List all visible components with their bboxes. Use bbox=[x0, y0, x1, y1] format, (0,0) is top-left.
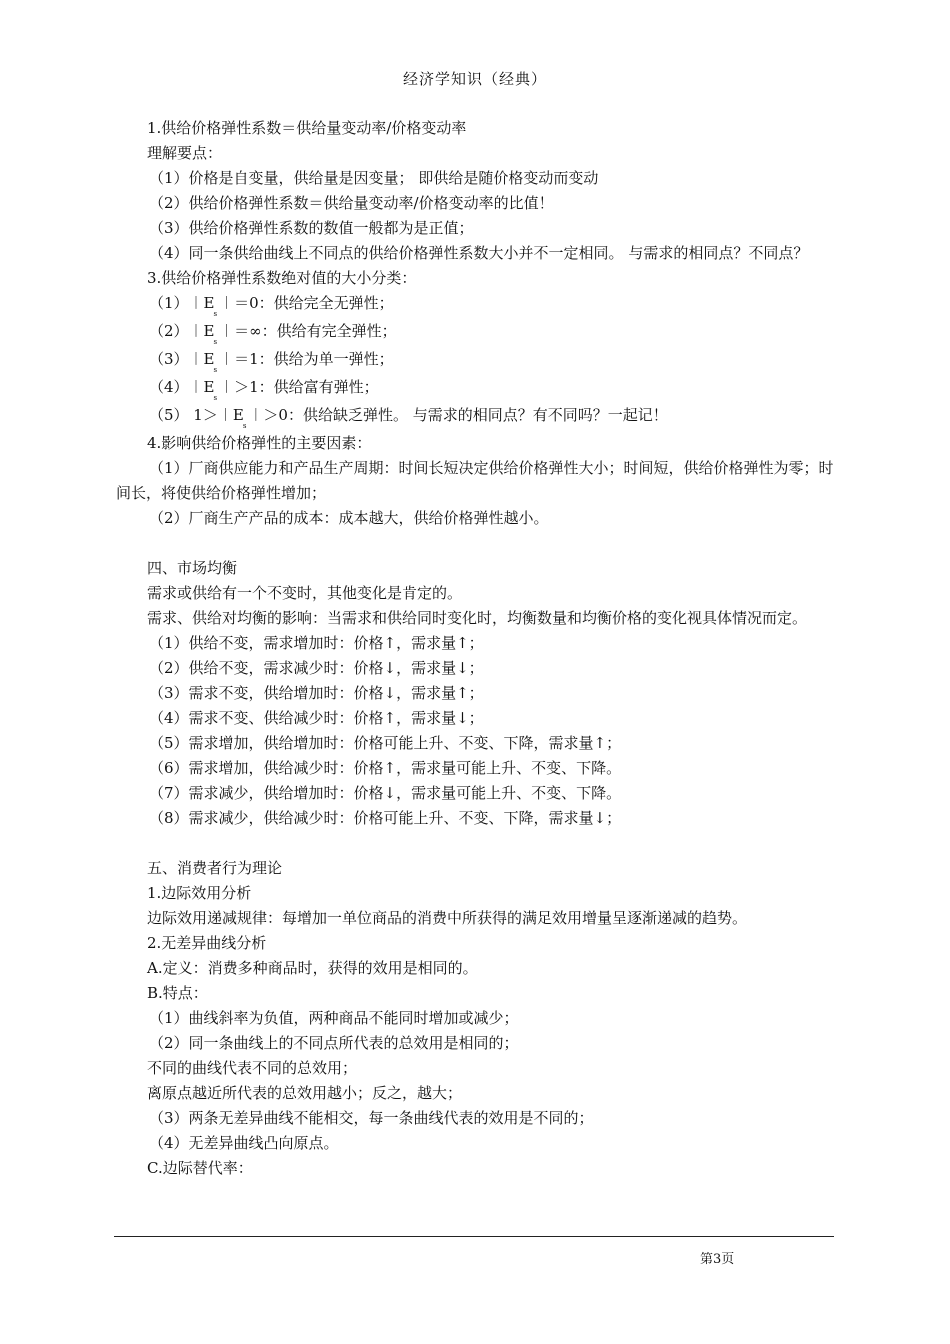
text-line: （1）供给不变，需求增加时：价格↑，需求量↑； bbox=[149, 634, 484, 652]
text-line: 1.边际效用分析 bbox=[147, 884, 252, 902]
text-paragraph bbox=[116, 606, 836, 631]
elasticity-item bbox=[116, 347, 836, 375]
text-run: （3）︱E bbox=[149, 350, 215, 368]
text-line: 理解要点： bbox=[147, 144, 223, 162]
text-line: 边际效用递减规律：每增加一单位商品的消费中所获得的满足效用增量呈逐渐递减的趋势。 bbox=[147, 909, 748, 927]
footer-divider bbox=[114, 1236, 834, 1237]
text-run: ︱＞0：供给缺乏弹性。 与需求的相同点？有不同吗？一起记！ bbox=[248, 406, 668, 424]
text-run: ︱＝0：供给完全无弹性； bbox=[219, 294, 394, 312]
text-run: （2）︱E bbox=[149, 322, 215, 340]
text-line: 离原点越近所代表的总效用越小；反之，越大； bbox=[147, 1084, 463, 1102]
text-line: （2）供给不变，需求减少时：价格↓，需求量↓； bbox=[149, 659, 484, 677]
subscript: s bbox=[213, 394, 218, 402]
subscript: s bbox=[242, 422, 247, 430]
subscript: s bbox=[213, 366, 218, 374]
text-paragraph bbox=[116, 241, 836, 266]
text-line: （1）曲线斜率为负值，两种商品不能同时增加或减少； bbox=[149, 1009, 519, 1027]
text-line: 1.供给价格弹性系数＝供给量变动率/价格变动率 bbox=[147, 119, 467, 137]
subscript: s bbox=[213, 310, 218, 318]
blank-line bbox=[116, 531, 836, 556]
text-run: （1）︱E bbox=[149, 294, 215, 312]
text-line: （3）供给价格弹性系数的数值一般都为是正值； bbox=[149, 219, 474, 237]
text-line: B.特点： bbox=[147, 984, 208, 1002]
text-line: （2）厂商生产产品的成本：成本越大，供给价格弹性越小。 bbox=[149, 509, 549, 527]
text-run: ︱＝∞：供给有完全弹性； bbox=[219, 322, 397, 340]
text-line: C.边际替代率： bbox=[147, 1159, 253, 1177]
page-title: 经济学知识（经典） bbox=[402, 70, 547, 88]
text-line: （2）供给价格弹性系数＝供给量变动率/价格变动率的比值！ bbox=[149, 194, 554, 212]
elasticity-item bbox=[116, 291, 836, 319]
text-run: （4）︱E bbox=[149, 378, 215, 396]
section-heading: 五、消费者行为理论 bbox=[147, 859, 283, 877]
text-run: （4）同一条供给曲线上不同点的供给价格弹性系数大小并不一定相同。 与需求的相同点？不同点？ bbox=[149, 244, 809, 262]
text-line: A.定义：消费多种商品时，获得的效用是相同的。 bbox=[147, 959, 478, 977]
elasticity-item bbox=[116, 375, 836, 403]
text-line: （8）需求减少，供给减少时：价格可能上升、不变、下降，需求量↓； bbox=[149, 809, 622, 827]
text-line: （3）两条无差异曲线不能相交，每一条曲线代表的效用是不同的； bbox=[149, 1109, 594, 1127]
text-line: （1）价格是自变量，供给量是因变量； 即供给是随价格变动而变动 bbox=[149, 169, 599, 187]
elasticity-item bbox=[116, 319, 836, 347]
page-number: 第3页 bbox=[700, 1252, 735, 1267]
text-line: （3）需求不变，供给增加时：价格↓，需求量↑； bbox=[149, 684, 484, 702]
page-body bbox=[116, 116, 836, 1181]
subscript: s bbox=[213, 338, 218, 346]
text-line: （4）需求不变、供给减少时：价格↑，需求量↓； bbox=[149, 709, 484, 727]
text-run: ︱＝1：供给为单一弹性； bbox=[219, 350, 394, 368]
text-line: 4.影响供给价格弹性的主要因素： bbox=[147, 434, 372, 452]
text-line: 2.无差异曲线分析 bbox=[147, 934, 267, 952]
text-line: （7）需求减少，供给增加时：价格↓，需求量可能上升、不变、下降。 bbox=[149, 784, 622, 802]
section-heading: 四、市场均衡 bbox=[147, 559, 238, 577]
text-line: （6）需求增加，供给减少时：价格↑，需求量可能上升、不变、下降。 bbox=[149, 759, 622, 777]
text-line: （4）无差异曲线凸向原点。 bbox=[149, 1134, 339, 1152]
text-line: 需求或供给有一个不变时，其他变化是肯定的。 bbox=[147, 584, 463, 602]
text-line: 3.供给价格弹性系数绝对值的大小分类： bbox=[147, 269, 417, 287]
text-line: （2）同一条曲线上的不同点所代表的总效用是相同的； bbox=[149, 1034, 519, 1052]
text-run: 需求、供给对均衡的影响：当需求和供给同时变化时，均衡数量和均衡价格的变化视具体情况而定。 bbox=[147, 609, 808, 627]
blank-line bbox=[116, 831, 836, 856]
text-run: ︱＞1：供给富有弹性； bbox=[219, 378, 379, 396]
text-line: 不同的曲线代表不同的总效用； bbox=[147, 1059, 358, 1077]
elasticity-item bbox=[116, 403, 836, 431]
text-run: （1）厂商供应能力和产品生产周期：时间长短决定供给价格弹性大小；时间短，供给价格弹性为零；时间长，将使供给价格弹性增加； bbox=[116, 459, 834, 502]
text-run: （5） 1＞︱E bbox=[149, 406, 244, 424]
text-line: （5）需求增加，供给增加时：价格可能上升、不变、下降，需求量↑； bbox=[149, 734, 622, 752]
text-paragraph bbox=[116, 456, 836, 506]
